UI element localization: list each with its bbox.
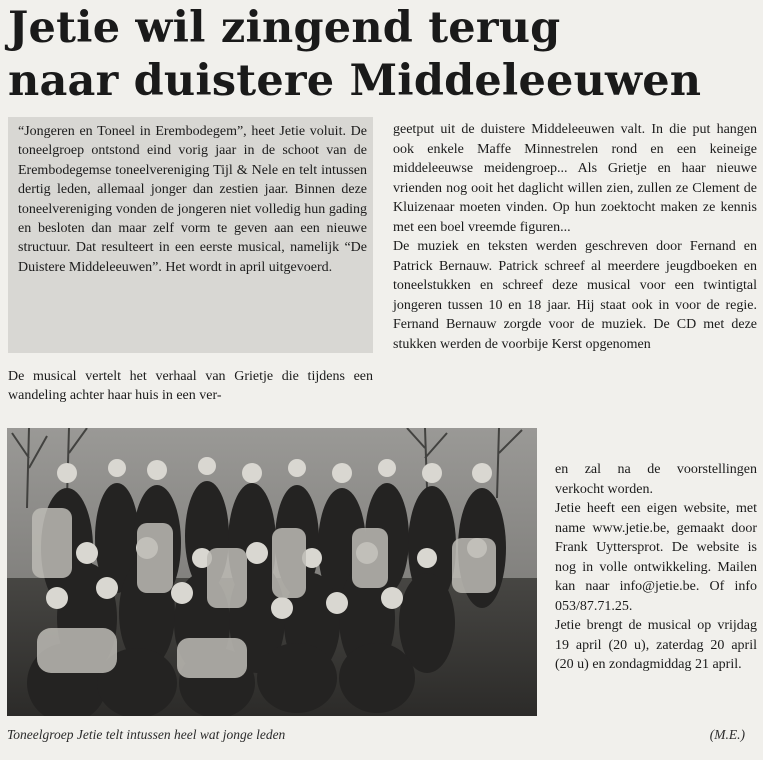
column-2-paragraph-1: geetput uit de duistere Middeleeuwen valt. In die put hangen ook enkele Maffe Minnestrelen rond en een keineige middeleeuwse meidengroep... Als Grietje en haar nieuwe vrienden nog ooit het daglicht willen zien, zullen ze Clement de Kluizenaar moeten vinden. Op hun zoektocht maken ze kennis met een boel vreemde figuren... xyxy=(393,122,757,235)
intro-box xyxy=(8,117,373,353)
headline-line-1: Jetie wil zingend terug xyxy=(8,3,561,53)
headline xyxy=(8,2,758,108)
column-2-paragraph-2: De muziek en teksten werden geschreven door Fernand en Patrick Bernauw. Patrick schreef al meerdere jeugdboeken en toneelstukken en schreef deze musical voor een twintigtal jongeren tussen 10 en 18 jaar. Hij staat ook in voor de regie. Fernand Bernauw zorgde voor de muziek. De CD met deze stukken werden de voorbije Kerst opgenomen xyxy=(393,239,757,352)
author-signature: (M.E.) xyxy=(709,727,745,742)
headline-line-2: naar duistere Middeleeuwen xyxy=(8,56,702,106)
column-1-bottom-text: De musical vertelt het verhaal van Grietje die tijdens een wandeling achter haar huis in een ver- xyxy=(8,369,373,404)
narrow-paragraph-1: en zal na de voorstellingen verkocht worden. xyxy=(555,462,757,497)
photo-caption: Toneelgroep Jetie telt intussen heel wat jonge leden xyxy=(7,727,286,742)
group-photo-image xyxy=(7,428,537,716)
group-photo xyxy=(7,428,537,716)
narrow-paragraph-3: Jetie brengt de musical op vrijdag 19 april (20 u), zaterdag 20 april (20 u) en zondagmiddag 21 april. xyxy=(555,618,757,672)
intro-text: “Jongeren en Toneel in Erembodegem”, heet Jetie voluit. De toneelgroep ontstond eind vorig jaar in de schoot van de Erembodegemse toneelvereniging Tijl & Nele en telt intussen dertig leden, allemaal jonger dan zestien jaar. Binnen deze toneelvereniging vonden de jongeren niet volledig hun gading en besloten dan maar zelf vorm te geven aan een nieuwe structuur. Dat resulteert in een eerste musical, namelijk “De Duistere Middeleeuwen”. Het wordt in april uitgevoerd. xyxy=(18,124,367,275)
column-2 xyxy=(393,120,757,354)
narrow-paragraph-2: Jetie heeft een eigen website, met name www.jetie.be, gemaakt door Frank Uyttersprot. De website is nog in volle ontwikkeling. Mailen kan naar info@jetie.be. Of info 053/87.71.25. xyxy=(555,501,757,614)
narrow-column xyxy=(555,460,757,675)
